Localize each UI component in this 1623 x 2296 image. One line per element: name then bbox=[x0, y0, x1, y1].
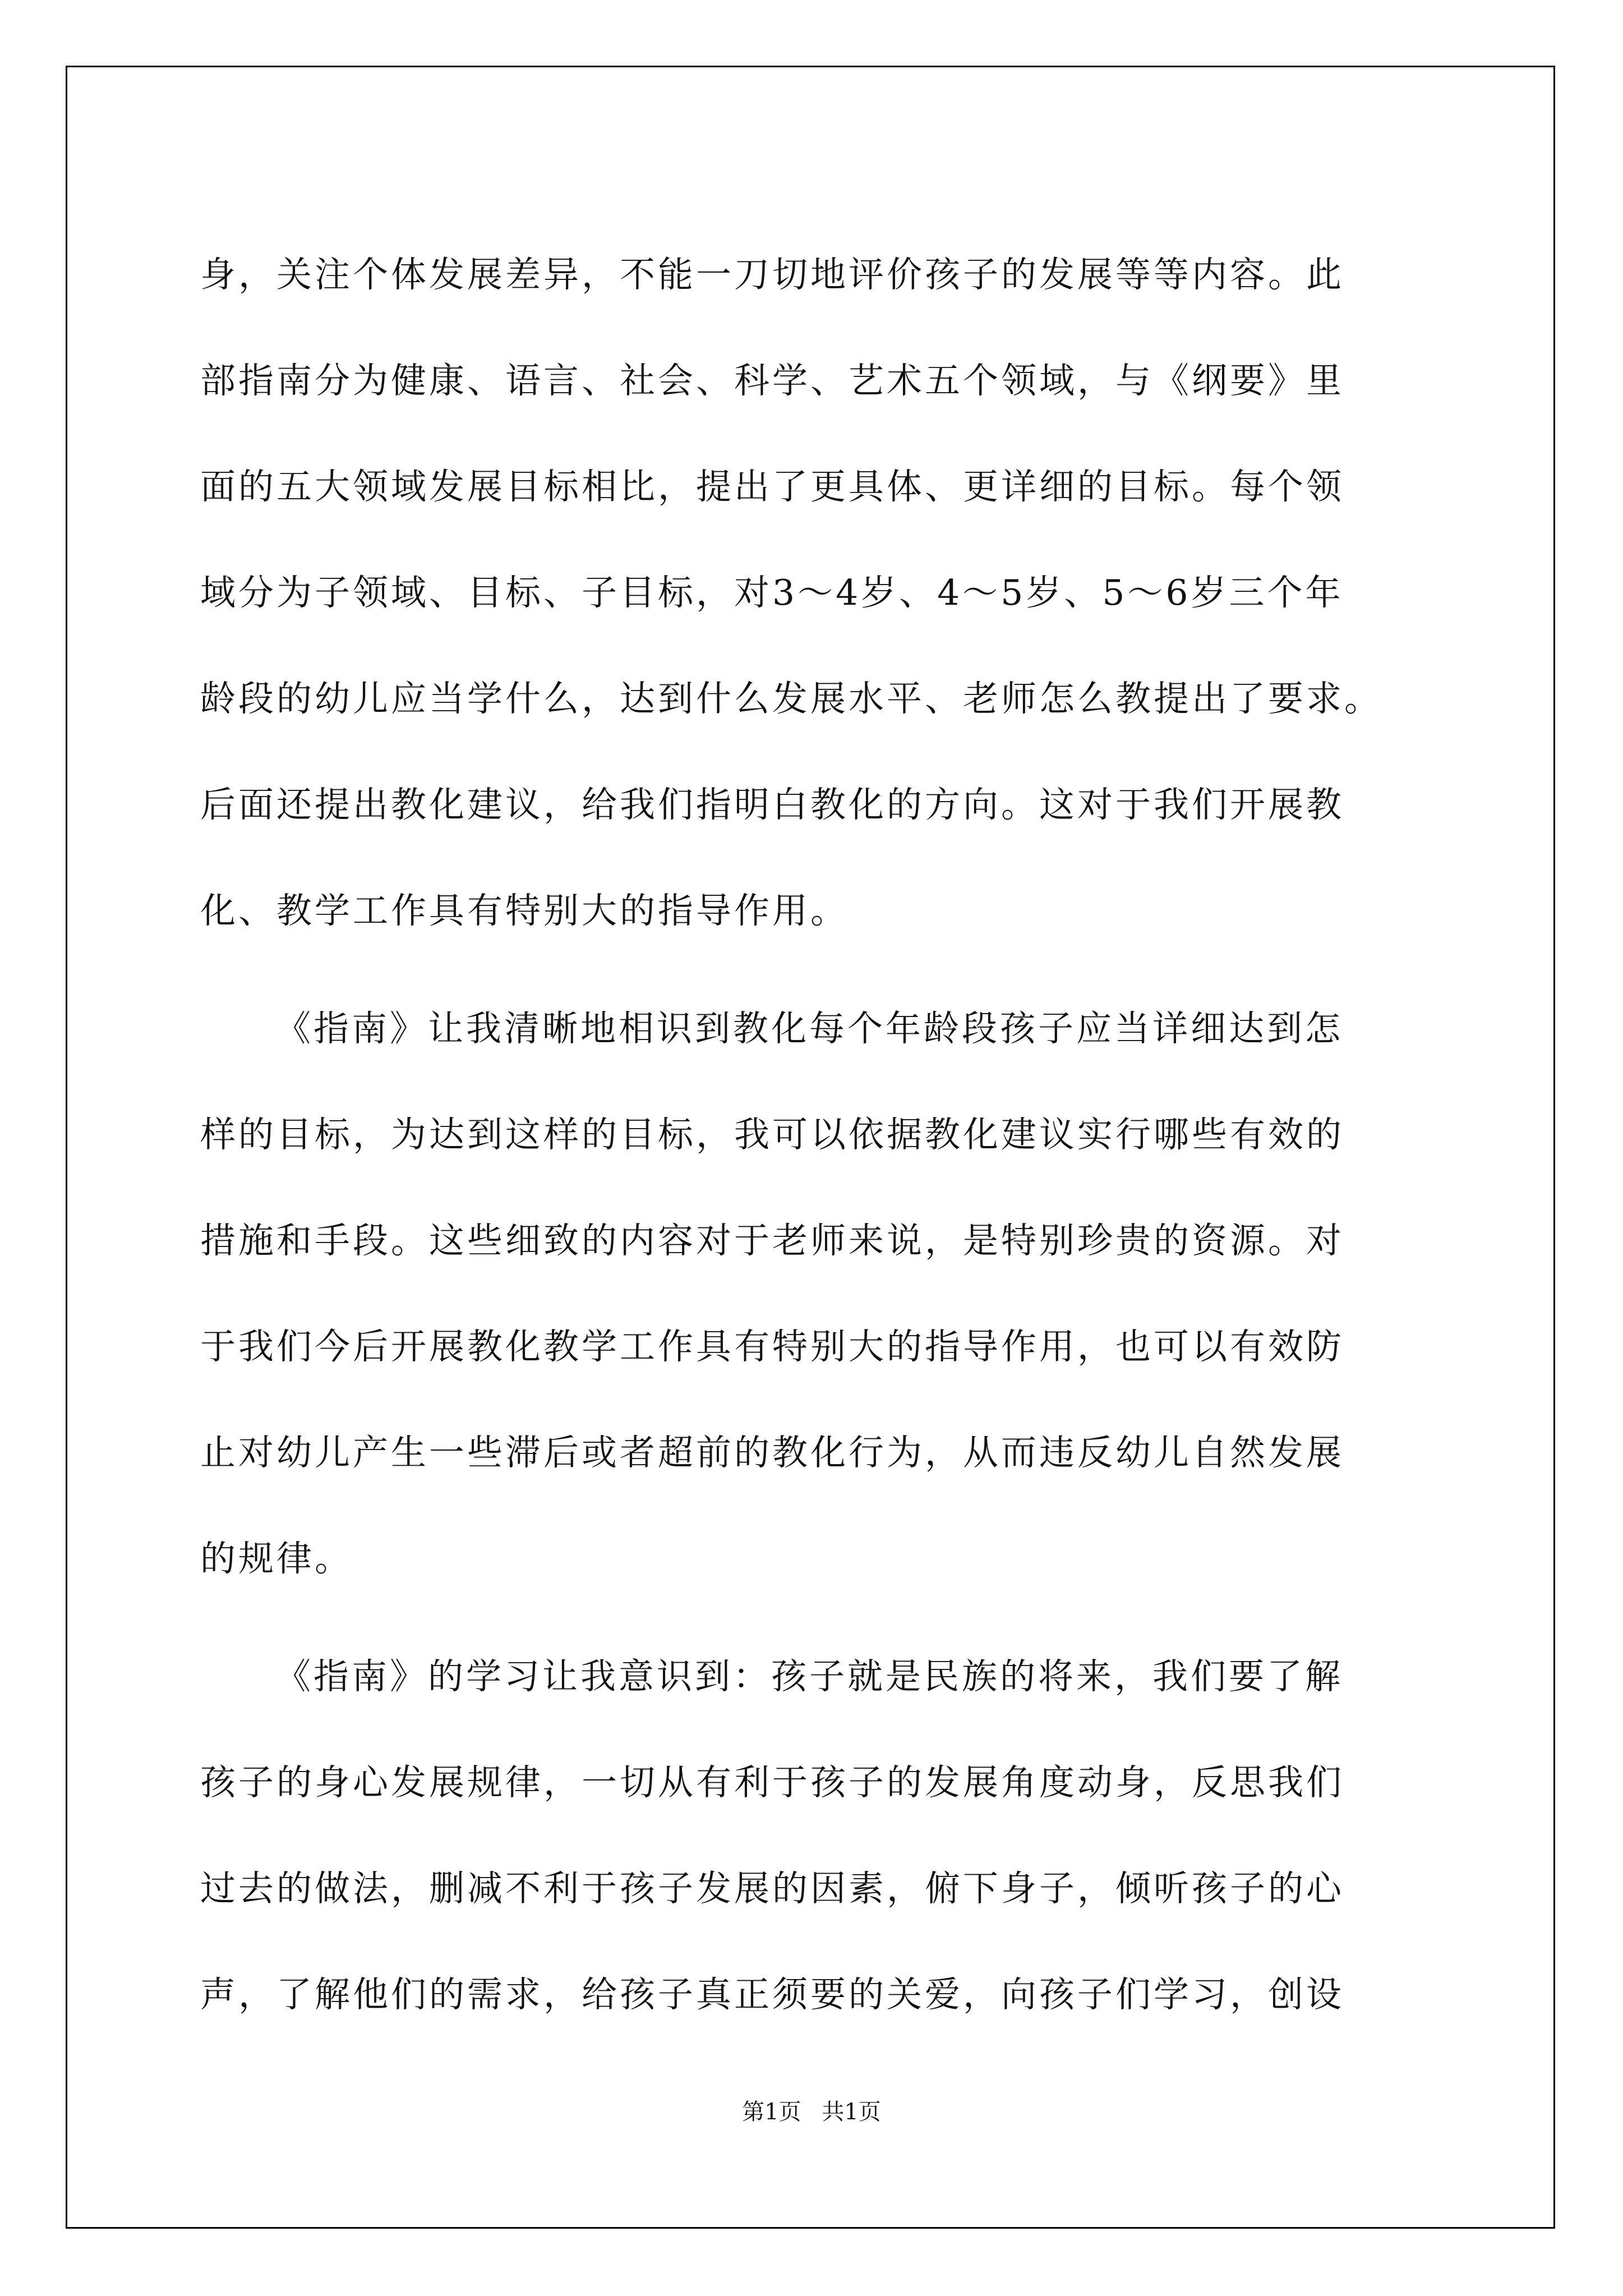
page-footer bbox=[0, 2095, 1623, 2129]
text-line: 面的五大领域发展目标相比，提出了更具体、更详细的目标。每个领 bbox=[200, 466, 1344, 507]
text-line: 《指南》的学习让我意识到：孩子就是民族的将来，我们要了解 bbox=[275, 1656, 1343, 1697]
text-line: 孩子的身心发展规律，一切从有利于孩子的发展角度动身，反思我们 bbox=[200, 1762, 1344, 1803]
text-line: 止对幼儿产生一些滞后或者超前的教化行为，从而违反幼儿自然发展 bbox=[200, 1432, 1344, 1473]
text-line: 于我们今后开展教化教学工作具有特别大的指导作用，也可以有效防 bbox=[200, 1326, 1344, 1367]
page-total: 共1页 bbox=[822, 2099, 881, 2125]
text-line: 化、教学工作具有特别大的指导作用。 bbox=[200, 890, 849, 931]
page-number: 第1页 bbox=[742, 2099, 801, 2125]
paragraph bbox=[200, 222, 1428, 964]
paragraph-gap bbox=[200, 964, 1428, 976]
paragraph bbox=[200, 976, 1428, 1612]
paragraph bbox=[200, 1623, 1428, 2047]
text-line: 样的目标，为达到这样的目标，我可以依据教化建议实行哪些有效的 bbox=[200, 1114, 1344, 1155]
text-line: 域分为子领域、目标、子目标，对3～4岁、4～5岁、5～6岁三个年 bbox=[200, 572, 1344, 613]
text-line: 《指南》让我清晰地相识到教化每个年龄段孩子应当详细达到怎 bbox=[275, 1008, 1343, 1049]
text-line: 后面还提出教化建议，给我们指明白教化的方向。这对于我们开展教 bbox=[200, 784, 1344, 825]
text-line: 措施和手段。这些细致的内容对于老师来说，是特别珍贵的资源。对 bbox=[200, 1220, 1344, 1261]
paragraph-gap bbox=[200, 1612, 1428, 1623]
text-line: 部指南分为健康、语言、社会、科学、艺术五个领域，与《纲要》里 bbox=[200, 360, 1344, 401]
text-line: 的规律。 bbox=[200, 1538, 353, 1579]
text-line: 龄段的幼儿应当学什么，达到什么发展水平、老师怎么教提出了要求。 bbox=[200, 678, 1382, 719]
text-line: 过去的做法，删减不利于孩子发展的因素，俯下身子，倾听孩子的心 bbox=[200, 1868, 1344, 1909]
text-line: 身，关注个体发展差异，不能一刀切地评价孩子的发展等等内容。此 bbox=[200, 254, 1344, 295]
text-line: 声，了解他们的需求，给孩子真正须要的关爱，向孩子们学习，创设 bbox=[200, 1974, 1344, 2015]
body-text bbox=[200, 222, 1428, 2047]
